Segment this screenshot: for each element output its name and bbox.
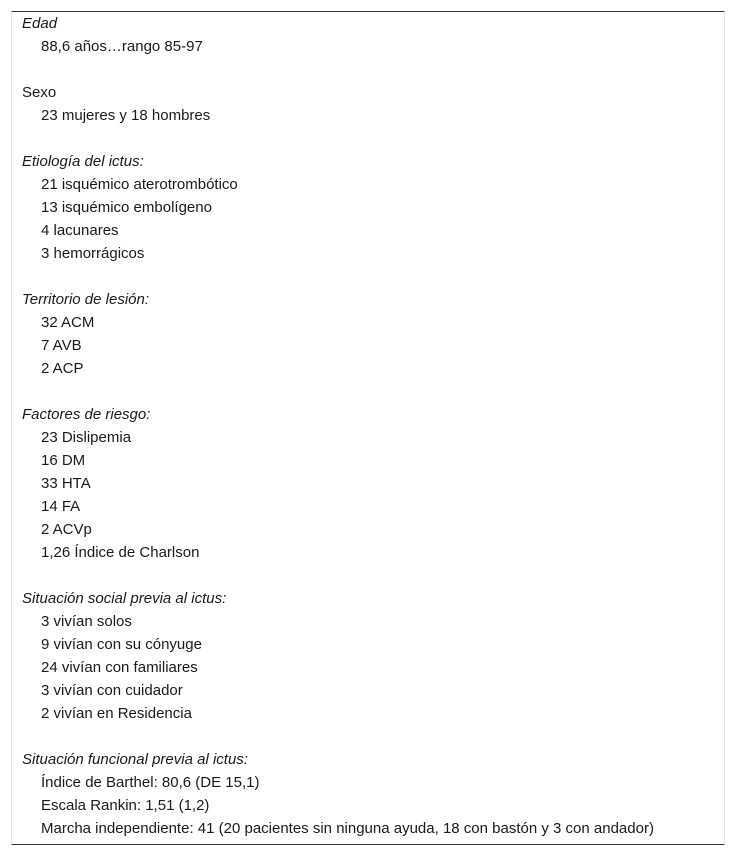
section-item: 24 vivían con familiares [41, 659, 198, 676]
section-item: 14 FA [41, 498, 81, 515]
section-item: 23 Dislipemia [41, 429, 132, 446]
section-title-factores-riesgo: Factores de riesgo: [22, 406, 151, 423]
section-item: 2 vivían en Residencia [41, 705, 192, 722]
table-content [22, 12, 724, 840]
spacer [22, 265, 724, 288]
section-item: 33 HTA [41, 475, 91, 492]
section-item: Escala Rankin: 1,51 (1,2) [41, 797, 210, 814]
section-item: 23 mujeres y 18 hombres [41, 107, 211, 124]
section-item: 21 isquémico aterotrombótico [41, 176, 238, 193]
section-item: Índice de Barthel: 80,6 (DE 15,1) [41, 774, 260, 791]
section-item: 88,6 años…rango 85-97 [41, 38, 203, 55]
section-item: 9 vivían con su cónyuge [41, 636, 202, 653]
section-title-etiologia: Etiología del ictus: [22, 153, 144, 170]
section-item: 7 AVB [41, 337, 82, 354]
characteristics-table [11, 11, 725, 845]
section-item: 2 ACP [41, 360, 84, 377]
section-item: 3 vivían con cuidador [41, 682, 183, 699]
spacer [22, 380, 724, 403]
spacer [22, 564, 724, 587]
spacer [22, 58, 724, 81]
section-item: 2 ACVp [41, 521, 92, 538]
spacer [22, 127, 724, 150]
section-item: 3 hemorrágicos [41, 245, 145, 262]
section-item: 16 DM [41, 452, 86, 469]
spacer [22, 725, 724, 748]
section-title-edad: Edad [22, 15, 58, 32]
section-item: 1,26 Índice de Charlson [41, 544, 200, 561]
section-title-sexo: Sexo [22, 84, 57, 101]
section-item: 4 lacunares [41, 222, 119, 239]
section-item: 3 vivían solos [41, 613, 132, 630]
section-item: 32 ACM [41, 314, 95, 331]
section-title-situacion-funcional: Situación funcional previa al ictus: [22, 751, 248, 768]
section-item: Marcha independiente: 41 (20 pacientes sin ninguna ayuda, 18 con bastón y 3 con andador) [41, 820, 654, 837]
section-title-situacion-social: Situación social previa al ictus: [22, 590, 227, 607]
section-item: 13 isquémico embolígeno [41, 199, 212, 216]
section-title-territorio: Territorio de lesión: [22, 291, 150, 308]
